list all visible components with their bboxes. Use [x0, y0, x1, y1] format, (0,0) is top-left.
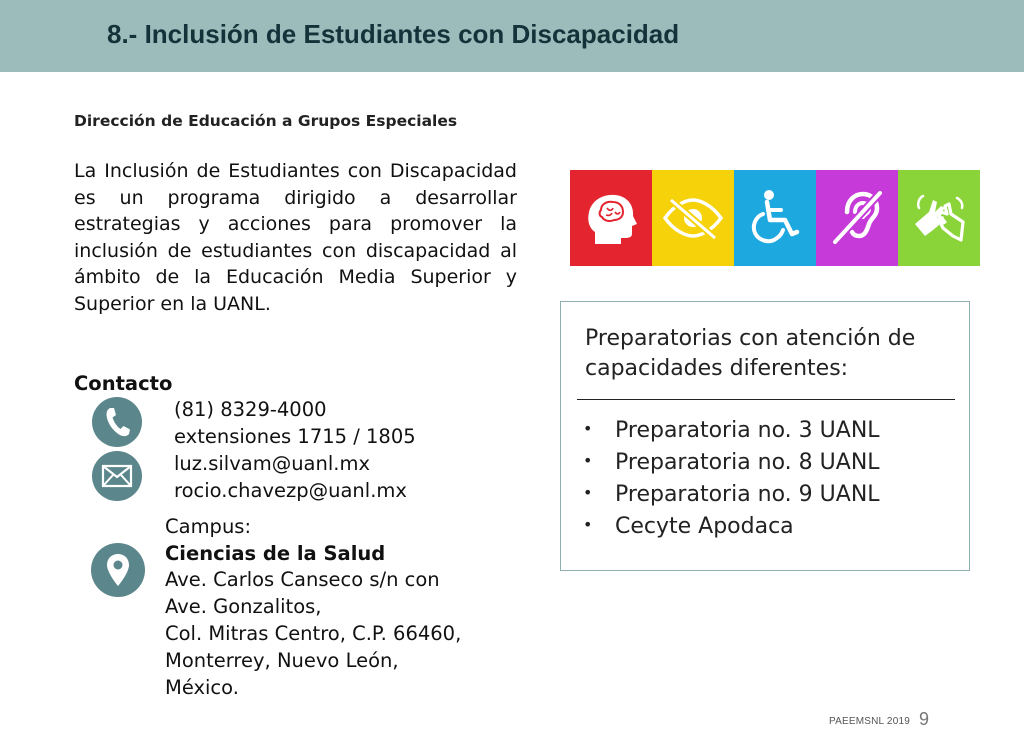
- address-line-5: México.: [165, 676, 239, 699]
- campus-name: Ciencias de la Salud: [165, 542, 386, 565]
- contact-extensions: extensiones 1715 / 1805: [174, 425, 416, 448]
- program-description: La Inclusión de Estudiantes con Discapacidad es un programa dirigido a desarrollar estrategias y acciones para promover la inclusión de estudiantes con discapacidad al ámbito de la Educación Media Superior y Superior en la UANL.: [74, 160, 517, 315]
- page-number: 9: [919, 709, 930, 729]
- location-pin-icon: [91, 543, 145, 597]
- cognitive-head-icon: [570, 170, 652, 266]
- contact-phone: (81) 8329-4000: [174, 398, 327, 421]
- list-item: • Cecyte Apodaca: [583, 514, 794, 539]
- wheelchair-icon: [734, 170, 816, 266]
- address-line-4: Monterrey, Nuevo León,: [165, 649, 399, 672]
- schools-box: [560, 301, 970, 571]
- list-item: • Preparatoria no. 8 UANL: [583, 450, 880, 475]
- campus-label: Campus:: [165, 515, 252, 538]
- contact-heading: Contacto: [74, 372, 173, 395]
- schools-list: [583, 414, 880, 542]
- divider: [577, 399, 955, 400]
- sign-language-hands-icon: [898, 170, 980, 266]
- list-item: • Preparatoria no. 9 UANL: [583, 482, 880, 507]
- address-line-3: Col. Mitras Centro, C.P. 66460,: [165, 622, 462, 645]
- visual-impairment-eye-icon: [652, 170, 734, 266]
- mail-icon: [92, 451, 142, 501]
- list-item: • Preparatoria no. 3 UANL: [583, 418, 880, 443]
- address-line-2: Ave. Gonzalitos,: [165, 595, 322, 618]
- section-subtitle: Dirección de Educación a Grupos Especiales: [74, 112, 458, 130]
- footer-label: PAEEMSNL 2019: [829, 716, 910, 727]
- contact-email-1[interactable]: luz.silvam@uanl.mx: [174, 452, 371, 475]
- page-title: 8.- Inclusión de Estudiantes con Discapacidad: [107, 19, 680, 49]
- hearing-impairment-ear-icon: [816, 170, 898, 266]
- schools-box-title: Preparatorias con atención de capacidades diferentes:: [585, 326, 916, 381]
- disability-icons-strip: [570, 170, 980, 266]
- address-line-1: Ave. Carlos Canseco s/n con: [165, 568, 440, 591]
- phone-icon: [92, 397, 142, 447]
- contact-email-2[interactable]: rocio.chavezp@uanl.mx: [174, 479, 407, 502]
